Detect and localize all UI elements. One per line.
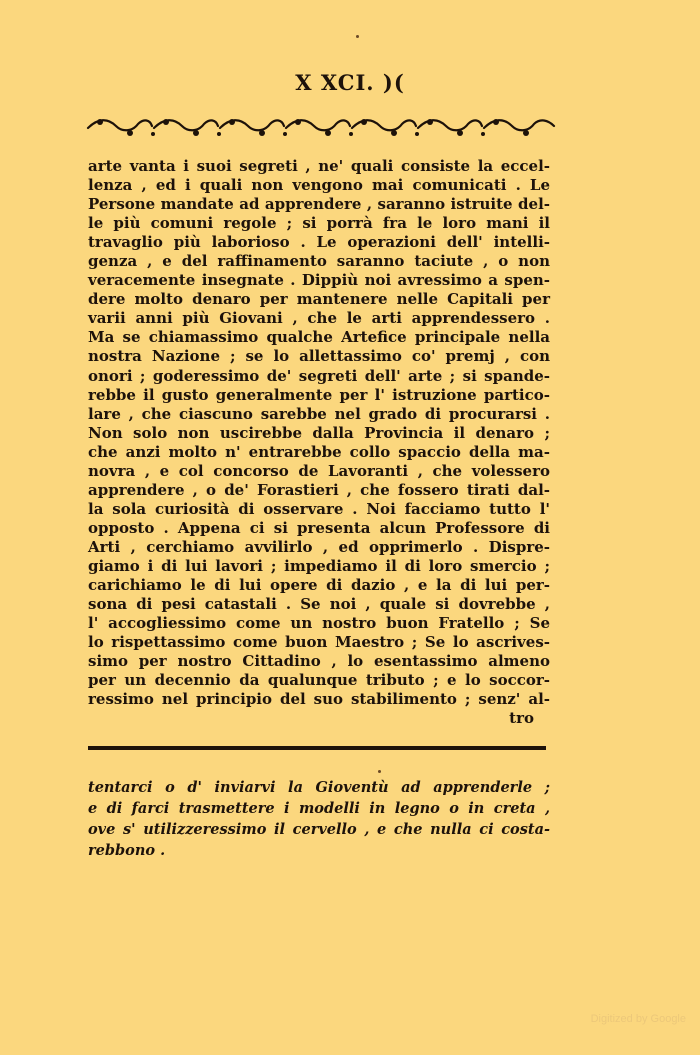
footnote-line: ove s' utilizzeressimo il cervello , e che nulla ci costa- [88, 821, 550, 838]
text-line: ressimo nel principio del suo stabilimento ; senz' al- [88, 690, 550, 709]
text-line: carichiamo le di lui opere di dazio , e la di lui per- [88, 576, 550, 595]
ink-speck [356, 35, 359, 38]
catchword: tro [509, 709, 534, 728]
main-text-block [88, 157, 550, 728]
ink-speck [378, 770, 381, 773]
text-line: nostra Nazione ; se lo allettassimo co' premj , con [88, 347, 550, 366]
text-line: opposto . Appena ci si presenta alcun Professore di [88, 518, 550, 537]
text-line: la sola curiosità di osservare . Noi facciamo tutto l' [88, 499, 550, 518]
text-line: travaglio più laborioso . Le operazioni dell' intelli- [88, 233, 550, 252]
text-line: per un decennio da qualunque tributo ; e lo soccor- [88, 671, 550, 690]
page-heading: X XCI. )( [295, 70, 405, 95]
text-line: dere molto denaro per mantenere nelle Capitali per [88, 290, 550, 309]
text-line: arte vanta i suoi segreti , ne' quali consiste la eccel- [88, 157, 550, 175]
footnote-line: e di farci trasmettere i modelli in legno o in creta , [88, 800, 550, 817]
text-line: lenza , ed i quali non vengono mai comunicati . Le [88, 176, 550, 195]
text-line: lare , che ciascuno sarebbe nel grado di procurarsi . [88, 404, 550, 423]
text-line: lo rispettassimo come buon Maestro ; Se lo ascrives- [88, 633, 550, 652]
footnote-block [88, 777, 550, 861]
text-line: Persone mandate ad apprendere , saranno istruite del- [88, 195, 550, 214]
floral-vine-border-icon [86, 114, 556, 138]
text-line: varii anni più Giovani , che le arti apprendessero . [88, 309, 550, 328]
text-line: giamo i di lui lavori ; impediamo il di loro smercio ; [88, 556, 550, 575]
text-line: Ma se chiamassimo qualche Artefice principale nella [88, 328, 550, 347]
text-line: le più comuni regole ; si porrà fra le loro mani il [88, 214, 550, 233]
text-line: l' accogliessimo come un nostro buon Fratello ; Se [88, 614, 550, 633]
text-line: Arti , cerchiamo avvilirlo , ed opprimerlo . Dispre- [88, 537, 550, 556]
footnote-divider [88, 746, 546, 750]
footnote-line: tentarci o d' inviarvi la Gioventù ad apprenderle ; [88, 779, 550, 796]
text-line: Non solo non uscirebbe dalla Provincia il denaro ; [88, 423, 550, 442]
text-line: simo per nostro Cittadino , lo esentassimo almeno [88, 652, 550, 671]
text-line: che anzi molto n' entrarebbe collo spaccio della ma- [88, 442, 550, 461]
text-line: rebbe il gusto generalmente per l' istruzione partico- [88, 385, 550, 404]
footnote-line: rebbono . [88, 842, 166, 859]
text-line: apprendere , o de' Forastieri , che fossero tirati dal- [88, 480, 550, 499]
text-line: genza , e del raffinamento saranno taciute , o non [88, 252, 550, 271]
text-line: veracemente insegnate . Dippiù noi avressimo a spen- [88, 271, 550, 290]
text-line: sona di pesi catastali . Se noi , quale si dovrebbe , [88, 595, 550, 614]
text-line: novra , e col concorso de Lavoranti , che volessero [88, 461, 550, 480]
text-line: onori ; goderessimo de' segreti dell' arte ; si spande- [88, 366, 550, 385]
scan-watermark: Digitized by Google [590, 1013, 686, 1025]
